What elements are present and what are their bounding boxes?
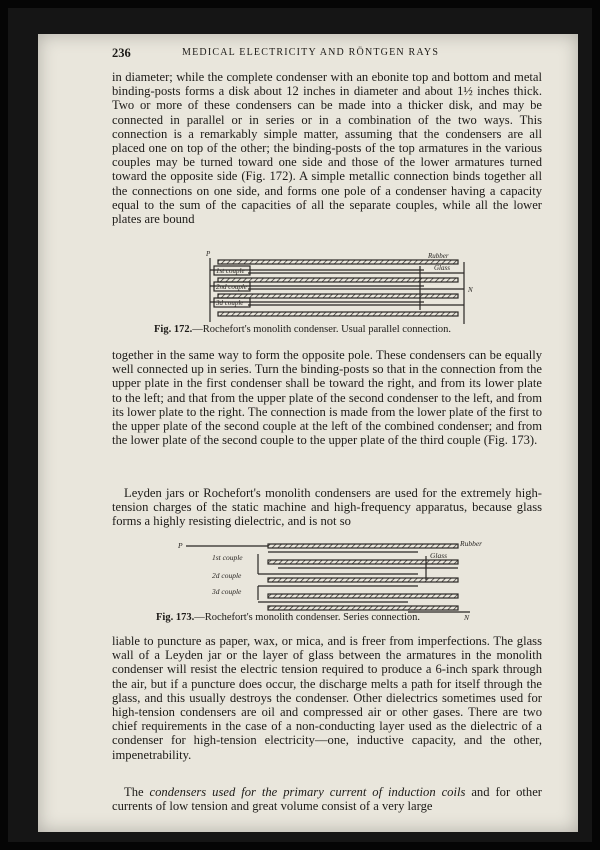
figure-173-label: Fig. 173. xyxy=(156,612,195,623)
paragraph-5 xyxy=(112,785,542,825)
photo-frame xyxy=(8,8,592,842)
fig173-label-n: N xyxy=(464,613,470,622)
paragraph-4: liable to puncture as paper, wax, or mica, and is freer from imperfections. The glass wall of a Leyden jar or the layer of glass between the armatures in the monolith condenser will resist the electric tension required to produce a 6-inch spark through the air, but if a puncture does occur, the discharge melts a path for itself through the glass, and this usually destroys the condenser. Other dielectrics sometimes used for high-tension condensers are oil and compressed air or other gases. There are two chief requirements in the case of a non-conducting layer used as the dielectric of a condenser for high-tension electricity—one, inductive capacity, and the other, impenetrability. xyxy=(112,634,542,762)
fig173-label-rubber: Rubber xyxy=(460,539,483,548)
figure-172-caption-text: —Rochefort's monolith condenser. Usual parallel connection. xyxy=(192,324,452,335)
page-header xyxy=(112,46,542,62)
fig173-label-couple1: 1st couple xyxy=(212,553,243,562)
fig172-label-n: N xyxy=(468,286,473,294)
paragraph-3: Leyden jars or Rochefort's monolith condensers are used for the extremely high-tension charges of the static machine and high-frequency apparatus, because glass forms a highly resisting dielectric, and is not so xyxy=(112,486,542,529)
figure-173-caption xyxy=(156,612,420,623)
figure-172-caption xyxy=(154,324,451,335)
fig172-label-couple1: 1st couple xyxy=(216,267,245,275)
figure-172-diagram xyxy=(188,240,478,332)
paragraph-5-lead: The xyxy=(124,785,150,799)
fig172-label-couple2: 2nd couple xyxy=(216,283,247,291)
paragraph-5-rest: and for other currents of low tension and great volume consist of a very large xyxy=(112,785,542,814)
fig173-label-p: P xyxy=(178,541,183,550)
page-number: 236 xyxy=(112,46,131,60)
fig172-label-glass: Glass xyxy=(434,264,450,272)
rubber-layer xyxy=(218,260,458,264)
figure-173-caption-text: —Rochefort's monolith condenser. Series connection. xyxy=(194,612,421,623)
book-page xyxy=(38,34,578,832)
fig172-label-couple3: 3d couple xyxy=(216,299,244,307)
running-head: MEDICAL ELECTRICITY AND RÖNTGEN RAYS xyxy=(182,47,440,58)
figure-172-label: Fig. 172. xyxy=(154,324,193,335)
fig173-label-glass: Glass xyxy=(430,551,448,560)
fig172-label-p: P xyxy=(206,250,211,258)
fig172-label-rubber: Rubber xyxy=(428,252,449,260)
figure-173-diagram xyxy=(178,534,483,622)
paragraph-5-italic: condensers used for the primary current of induction coils xyxy=(149,785,466,799)
paragraph-1: in diameter; while the complete condenser with an ebonite top and bottom and metal binding-posts forms a disk about 12 inches in diameter and about 1½ inches thick. Two or more of these condensers can be made into a thicker disk, and may be connected in parallel or in series or in a combination of the two ways. This connection is a remarkably simple matter, assuming that the condensers are all placed one on top of the other; the binding-posts of the top armatures in the various couples may be turned toward one side and those of the lower armatures turned toward the opposite side (Fig. 172). A simple metallic connection binds together all the connections on one side, and forms one pole of a condenser having a capacity equal to the sum of the capacities of all the separate couples, while all the lower plates are bound xyxy=(112,70,542,227)
paragraph-2: together in the same way to form the opposite pole. These condensers can be equally well connected up in series. Turn the binding-posts so that in the connection from the upper plate in the first condenser shall be toward the right, and from its lower plate to the left; and that from the upper plate of the second condenser to the left, and from its lower plate to the right. The connection is made from the lower plate of the first to the upper plate of the second couple at the left of the combined condenser; and from the lower plate of the second couple to the upper plate of the third couple (Fig. 173). xyxy=(112,348,542,448)
fig173-label-couple2: 2d couple xyxy=(212,571,242,580)
fig173-label-couple3: 3d couple xyxy=(212,587,242,596)
